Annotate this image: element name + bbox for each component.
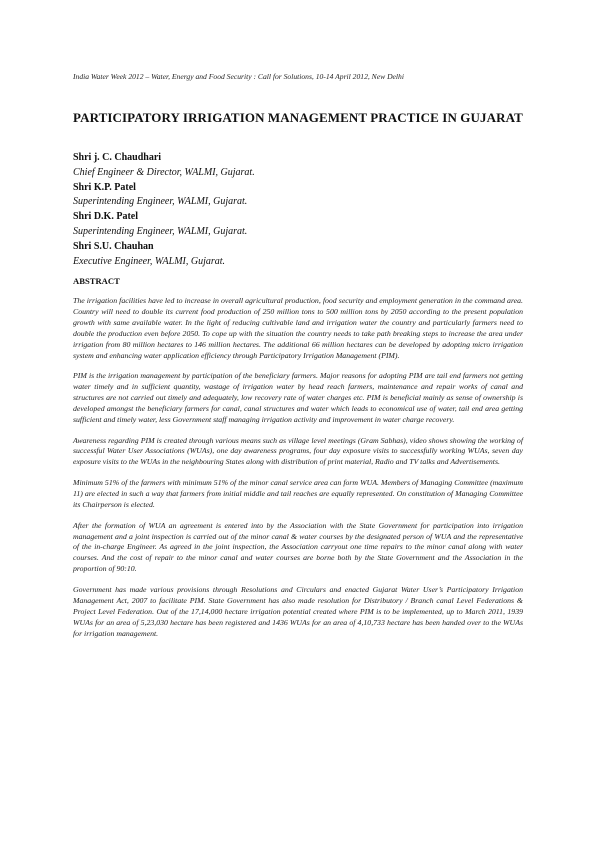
abstract-body: [73, 296, 523, 649]
author-name: Shri K.P. Patel: [73, 181, 136, 193]
author-name: Shri S.U. Chauhan: [73, 240, 154, 252]
author-name: Shri D.K. Patel: [73, 211, 138, 223]
abstract-paragraph: PIM is the irrigation management by participation of the beneficiary farmers. Major reasons for adopting PIM are tail end farmers not getting water timely and in sufficient quantity, wastage of irrigation water by head reach farmers, maintenance and repair works of canal and structures are not carried out timely and adequately, low recovery rate of water charges etc. PIM is beneficial mainly as sense of ownership is developed amongst the beneficiary farmers for canal, canal structures and water which leads to economical use of water, tail end area getting sufficient and timely water, less Government staff managing irrigation activity and improvement in water charge recovery.: [73, 371, 523, 424]
author-name: Shri j. C. Chaudhari: [73, 152, 162, 163]
abstract-paragraph: Minimum 51% of the farmers with minimum 51% of the minor canal service area can form WUA. Members of Managing Committee (maximum 11) are elected in such a way that farmers from initial middle and tail reaches are equally represented. On constitution of Managing Committee its Chairperson is elected.: [73, 478, 523, 509]
author-affiliation: Superintending Engineer, WALMI, Gujarat.: [73, 196, 248, 208]
abstract-paragraph: The irrigation facilities have led to increase in overall agricultural production, food security and employment generation in the command area. Country will need to double its current food production of 250 million tons to 500 million tons by 2050 according to the present population growth with same available water. In the light of reducing cultivable land and irrigation water the country and particularly farmers need to double the production even before 2050. To cope up with the situation the country needs to take path breaking steps to increase the area under irrigation from 80 million hectares to 146 million hectares. The additional 66 million hectares can be developed by adopting micro irrigation system and enhancing water application efficiency through Participatory Irrigation Management (PIM).: [73, 296, 523, 360]
abstract-heading: ABSTRACT: [73, 276, 120, 286]
author-list: [73, 151, 533, 269]
abstract-paragraph: After the formation of WUA an agreement is entered into by the Association with the State Government for participation into irrigation management and a joint inspection is carried out of the minor canal & water courses by the designated person of WUA and the representative of the in-charge Engineer. As agreed in the joint inspection, the Association carryout one time repairs to the minor canal along with water courses. And the cost of repair to the minor canal and water courses are borne both by the State Government and the Association in the proportion of 90:10.: [73, 520, 523, 574]
running-header: India Water Week 2012 – Water, Energy and Food Security : Call for Solutions, 10-14 April 2012, New Delhi: [73, 72, 404, 81]
abstract-paragraph: Awareness regarding PIM is created through various means such as village level meetings (Gram Sabhas), video shows showing the working of successful Water User Associations (WUAs), one day awareness programs, four day exposure visits to successfully working WUAs, seven day exposure visits to the WUAs in the neighbouring States along with distribution of print material, Radio and TV talks and Advertisements.: [73, 435, 523, 467]
author-affiliation: Chief Engineer & Director, WALMI, Gujarat.: [73, 166, 255, 178]
abstract-paragraph: Government has made various provisions through Resolutions and Circulars and enacted Gujarat Water User’s Participatory Irrigation Management Act, 2007 to facilitate PIM. State Government has also made resolution for Distributory / Branch canal Level Federations & Project Level Federation. Out of the 17,14,000 hectare irrigation potential created where PIM is to be implemented, up to March 2011, 1939 WUAs for an area of 5,23,030 hectare has been registered and 1436 WUAs for an area of 4,10,733 hectare has been handed over to the WUAs for irrigation management.: [73, 584, 523, 638]
author-affiliation: Superintending Engineer, WALMI, Gujarat.: [73, 225, 248, 237]
author-affiliation: Executive Engineer, WALMI, Gujarat.: [73, 255, 226, 267]
paper-title: PARTICIPATORY IRRIGATION MANAGEMENT PRACTICE IN GUJARAT: [73, 110, 523, 125]
